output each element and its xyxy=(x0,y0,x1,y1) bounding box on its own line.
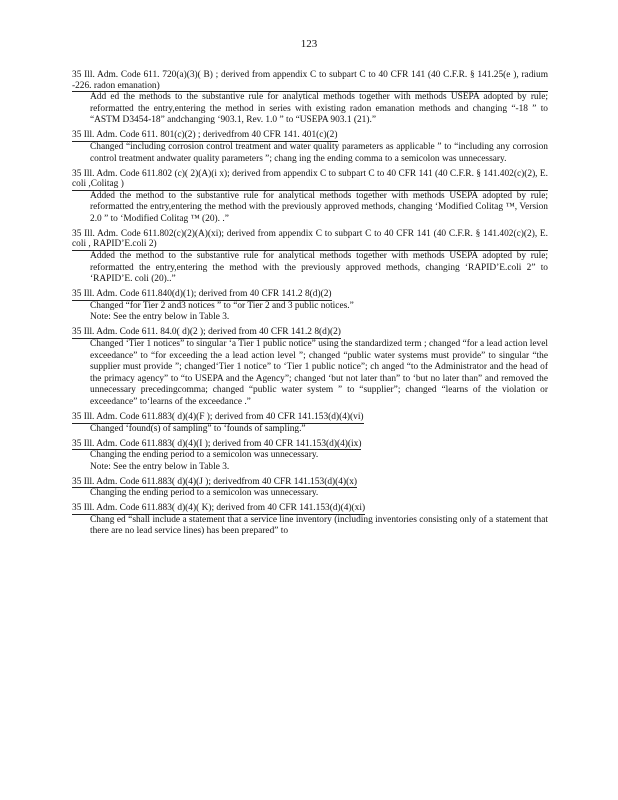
entry-note: Note: See the entry below in Table 3. xyxy=(90,312,230,323)
entry-heading xyxy=(72,169,548,191)
entry xyxy=(72,130,548,165)
entry-citation: 35 Ill. Adm. Code 611. 801(c)(2) ; derivedfrom 40 CFR 141. 401(c)(2) xyxy=(72,130,338,141)
entry-body: Changing the ending period to a semicolon was unnecessary. xyxy=(90,488,319,499)
entry-body: Changing the ending period to a semicolon was unnecessary. xyxy=(90,450,319,461)
entry-body: Add ed the methods to the substantive rule for analytical methods together with methods USEPA adopted by rule; reformatted the entry,entering the method in series with existing radon emanation methods and changing “-18 ” to “ASTM D3454-18” andchanging ‘903.1, Rev. 1.0 ” to “USEPA 903.1 (21).” xyxy=(90,92,548,126)
entry-citation: 35 Ill. Adm. Code 611.883( d)(4)(F ); derived from 40 CFR 141.153(d)(4)(vi) xyxy=(72,411,364,422)
entry-heading xyxy=(72,503,548,515)
entry-heading xyxy=(72,130,548,142)
entry-citation: 35 Ill. Adm. Code 611.840(d)(1); derived from 40 CFR 141.2 8(d)(2) xyxy=(72,289,332,300)
entry-heading xyxy=(72,439,548,451)
entry-citation: 35 Ill. Adm. Code 611.883( d)(4)( K); derived from 40 CFR 141.153(d)(4)(xi) xyxy=(72,503,366,514)
entry-body: Added the method to the substantive rule for analytical methods together with methods USEPA adopted by rule; reformatted the entry,entering the method with the previously approved methods, changing ‘Modified Colitag ™, Version 2.0 ” to ‘Modified Colitag ™ (20). .” xyxy=(90,190,548,224)
entry-citation: 35 Ill. Adm. Code 611.802 (c)( 2)(A)(i x); derived from appendix C to subpart C to 40 CFR 141 (40 C.F.R. § 141.402(c)(2), E. coli ,Colitag ) xyxy=(72,168,548,190)
entry-note: Note: See the entry below in Table 3. xyxy=(90,461,230,472)
entry-body: Changed ‘found(s) of sampling” to ‘founds of sampling.” xyxy=(90,423,306,434)
entry xyxy=(72,439,548,474)
page-number: 123 xyxy=(300,38,318,50)
entry xyxy=(72,70,548,127)
entry-heading xyxy=(72,289,548,301)
entry xyxy=(72,412,548,435)
entry-heading xyxy=(72,477,548,489)
entry-citation: 35 Ill. Adm. Code 611. 720(a)(3)( B) ; derived from appendix C to subpart C to 40 CFR 141 (40 C.F.R. § 141.25(e ), radium -226. radon emanation) xyxy=(72,70,548,91)
entry-body: Changed ‘Tier 1 notices” to singular ‘a Tier 1 public notice” using the standardized term ; changed “for a lead action level exceedance” to “for exceeding the a lead action level ”; changed “public water systems must provide” to singular “the supplier must provide ”; changed‘Tier 1 notice” to ‘Tier 1 public notice”; ch anged “to the Administrator and the head of the primacy agency” to “to USEPA and the Agency”; changed ‘but not later than” to ‘but no later than” and removed the unnecessary precedingcomma; changed “public water system ” to “supplier”; changed “learns of the violation or exceedance” to‘learns of the exceedance .” xyxy=(90,339,548,407)
entry xyxy=(72,229,548,286)
entry-heading xyxy=(72,70,548,92)
entry xyxy=(72,327,548,408)
entry-body: Changed “for Tier 2 and3 notices ” to “or Tier 2 and 3 public notices.” xyxy=(90,300,354,311)
entry xyxy=(72,503,548,538)
entry-citation: 35 Ill. Adm. Code 611. 84.0( d)(2 ); derived from 40 CFR 141.2 8(d)(2) xyxy=(72,327,341,338)
entry-list xyxy=(72,70,548,541)
entry-citation: 35 Ill. Adm. Code 611.883( d)(4)(I ); derived from 40 CFR 141.153(d)(4)(ix) xyxy=(72,438,362,449)
entry-body: Chang ed “shall include a statement that a service line inventory (including inventories consisting only of a statement that there are no lead service lines) has been prepared” to xyxy=(90,514,548,537)
entry xyxy=(72,169,548,226)
entry-body: Added the method to the substantive rule for analytical methods together with methods USEPA adopted by rule; reformatted the entry,entering the method with the previously approved methods, changing ‘RAPID’E.coli 2” to ‘RAPID’E. coli (20)..” xyxy=(90,251,548,285)
entry-citation: 35 Ill. Adm. Code 611.883( d)(4)(J ); derivedfrom 40 CFR 141.153(d)(4)(x) xyxy=(72,476,358,487)
entry-heading xyxy=(72,412,548,424)
entry-citation: 35 Ill. Adm. Code 611.802(c)(2)(A)(xi); derived from appendix C to subpart C to 40 CFR 141 (40 C.F.R. § 141.402(c)(2), E. coli , RAPID’E.coli 2) xyxy=(72,228,548,250)
entry xyxy=(72,289,548,324)
entry xyxy=(72,477,548,500)
entry-body: Changed “including corrosion control treatment and water quality parameters as applicable ” to “including any corrosion control treatment andwater quality parameters ”; chang ing the ending comma to a semicolon was unnecessary. xyxy=(90,141,548,164)
entry-heading xyxy=(72,327,548,339)
entry-heading xyxy=(72,229,548,251)
